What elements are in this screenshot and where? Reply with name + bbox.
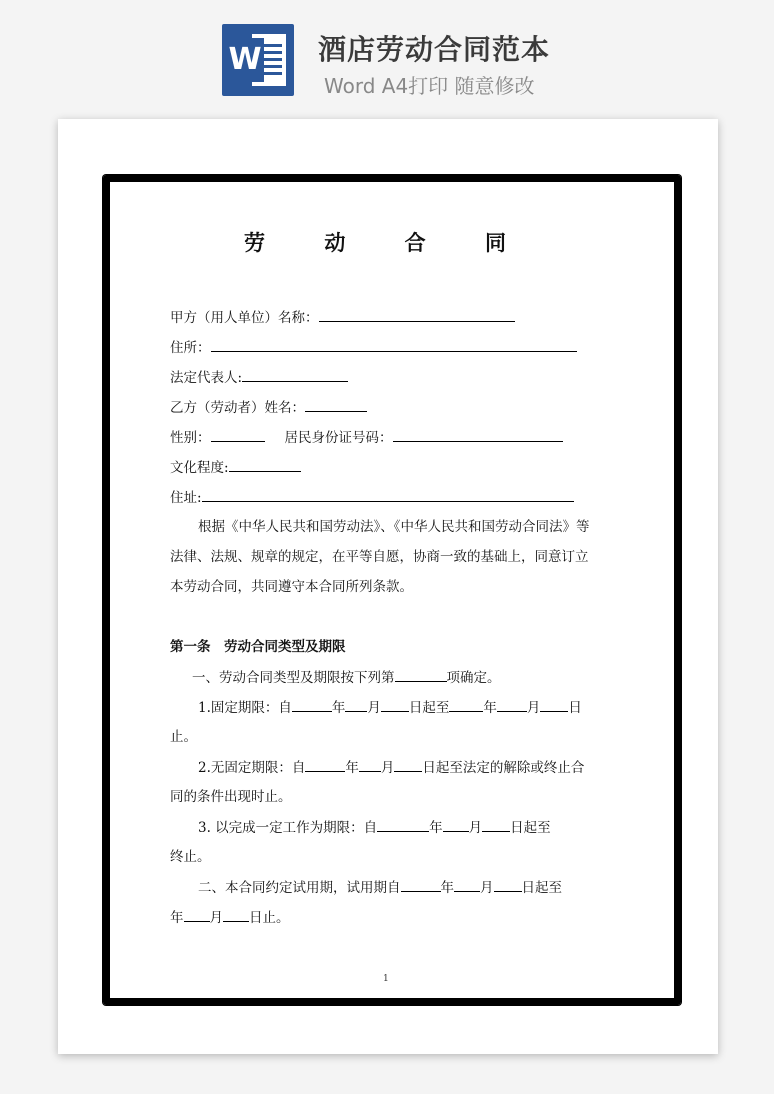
page-number: 1 [383, 974, 389, 984]
address-blank[interactable] [211, 337, 577, 352]
probation-end-year[interactable] [184, 907, 210, 922]
header [0, 0, 774, 110]
residence-blank[interactable] [202, 487, 574, 502]
preamble-line-1: 根据《中华人民共和国劳动法》、《中华人民共和国劳动合同法》等 [198, 519, 590, 535]
open-term-line: 2.无固定期限：自 年 月 日起至法定的解除或终止合 [198, 757, 584, 778]
probation-end-line: 年 月 日止。 [170, 907, 290, 928]
fixed-end-day[interactable] [540, 697, 568, 712]
probation-end-month[interactable] [223, 907, 249, 922]
education-blank[interactable] [229, 457, 301, 472]
open-start-day[interactable] [394, 757, 422, 772]
probation-line: 二、本合同约定试用期，试用期自 年 月 日起至 [198, 877, 562, 898]
task-start-year[interactable] [377, 817, 429, 832]
party-a-line: 甲方（用人单位）名称： [170, 307, 515, 328]
fixed-end-month[interactable] [497, 697, 527, 712]
fixed-term-line: 1.固定期限：自 年 月 日起至 年 月 日 [198, 697, 582, 718]
open-term-end: 同的条件出现时止。 [170, 789, 292, 805]
legal-rep-blank[interactable] [242, 367, 348, 382]
legal-rep-line: 法定代表人: [170, 367, 348, 388]
id-blank[interactable] [393, 427, 563, 442]
open-start-month[interactable] [359, 757, 381, 772]
task-term-line: 3. 以完成一定工作为期限：自 年 月 日起至 [198, 817, 551, 838]
residence-line: 住址: [170, 487, 574, 508]
clause-1-line: 一、劳动合同类型及期限按下列第 项确定。 [192, 667, 501, 688]
fixed-start-year[interactable] [292, 697, 332, 712]
document-page [58, 119, 718, 1054]
page-subtitle: Word A4打印 随意修改 [324, 74, 535, 98]
article-1-heading: 第一条 劳动合同类型及期限 [170, 639, 346, 655]
preamble-line-2: 法律、法规、规章的规定，在平等自愿，协商一致的基础上，同意订立 [170, 549, 589, 565]
gender-id-line: 性别： 居民身份证号码： [170, 427, 563, 448]
probation-start-year[interactable] [401, 877, 441, 892]
word-icon: W [222, 24, 294, 96]
fixed-start-month[interactable] [345, 697, 367, 712]
document-title: 劳 动 合 同 [244, 230, 532, 255]
task-start-day[interactable] [482, 817, 510, 832]
open-start-year[interactable] [305, 757, 345, 772]
gender-blank[interactable] [211, 427, 265, 442]
party-a-blank[interactable] [319, 307, 515, 322]
task-start-month[interactable] [443, 817, 469, 832]
fixed-term-end: 止。 [170, 729, 197, 745]
preamble-line-3: 本劳动合同，共同遵守本合同所列条款。 [170, 579, 413, 595]
page-title: 酒店劳动合同范本 [318, 33, 551, 66]
task-term-end: 终止。 [170, 849, 211, 865]
education-line: 文化程度: [170, 457, 301, 478]
party-b-line: 乙方（劳动者）姓名： [170, 397, 367, 418]
fixed-end-year[interactable] [449, 697, 483, 712]
fixed-start-day[interactable] [381, 697, 409, 712]
address-line: 住所： [170, 337, 577, 358]
probation-start-day[interactable] [494, 877, 522, 892]
probation-start-month[interactable] [454, 877, 480, 892]
party-b-blank[interactable] [305, 397, 367, 412]
clause-1-blank[interactable] [395, 667, 447, 682]
